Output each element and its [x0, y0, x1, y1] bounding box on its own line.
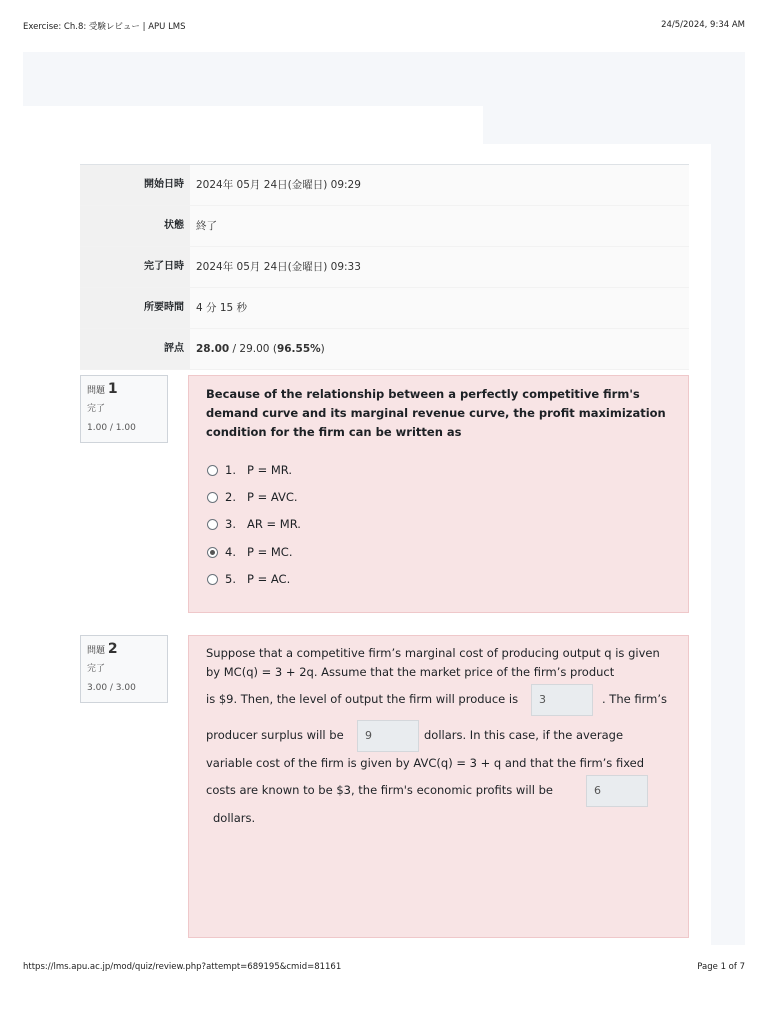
summary-row-started [80, 165, 689, 206]
page-background-band [23, 52, 745, 106]
question-1-content [188, 375, 689, 613]
summary-label: 開始日時 [80, 165, 190, 205]
question-text: Suppose that a competitive firm’s marginal cost of producing output q is given by MC(q) = 3 + 2q. Assume that the market price of the firm’s product [206, 646, 660, 679]
question-text-line: dollars. [213, 811, 256, 825]
answer-input-economic-profit[interactable]: 6 [586, 775, 648, 807]
option-number: 1. [225, 463, 236, 477]
answer-input-producer-surplus[interactable]: 9 [357, 720, 419, 752]
question-2-info [80, 635, 168, 703]
question-grade: 1.00 / 1.00 [87, 423, 136, 433]
answer-input-output[interactable]: 3 [531, 684, 593, 716]
page-background-strip [711, 144, 745, 945]
radio-button[interactable] [207, 492, 218, 503]
summary-label: 状態 [80, 206, 190, 246]
grade-percent: 96.55% [276, 343, 321, 355]
print-footer [23, 962, 745, 972]
question-2-content [188, 635, 689, 938]
option-label: P = MR. [247, 463, 293, 477]
summary-value: 2024年 05月 24日(金曜日) 09:33 [190, 247, 689, 287]
summary-value: 2024年 05月 24日(金曜日) 09:29 [190, 165, 689, 205]
print-header-title: Exercise: Ch.8: 受験レビュー | APU LMS [23, 22, 186, 32]
summary-value [190, 329, 689, 369]
summary-label: 評点 [80, 329, 190, 369]
option-label: P = AC. [247, 572, 291, 586]
question-number-value: 2 [107, 641, 118, 657]
question-grade: 3.00 / 3.00 [87, 683, 136, 693]
question-state: 完了 [87, 404, 106, 414]
answer-option-3[interactable] [207, 516, 301, 532]
answer-option-4[interactable] [207, 544, 293, 560]
question-text-line: dollars. In this case, if the average [424, 728, 624, 742]
question-text-line: is $9. Then, the level of output the firm will produce is [206, 692, 519, 706]
summary-label: 完了日時 [80, 247, 190, 287]
question-prefix: 問題 [87, 386, 106, 396]
answer-option-1[interactable] [207, 462, 292, 478]
grade-score: 28.00 [196, 343, 230, 355]
radio-button[interactable] [207, 574, 218, 585]
question-state: 完了 [87, 664, 106, 674]
question-number [87, 381, 161, 397]
question-prefix: 問題 [87, 646, 106, 656]
page-background-right [483, 106, 745, 144]
attempt-summary-table [80, 164, 689, 365]
option-number: 4. [225, 545, 236, 559]
option-number: 2. [225, 490, 236, 504]
print-footer-page: Page 1 of 7 [697, 962, 745, 972]
summary-row-grade [80, 329, 689, 370]
radio-button[interactable] [207, 519, 218, 530]
summary-value: 終了 [190, 206, 689, 246]
question-1-info [80, 375, 168, 443]
question-text-line: . The firm’s [602, 692, 667, 706]
grade-close: ) [320, 343, 325, 355]
summary-row-state [80, 206, 689, 247]
print-header [23, 20, 745, 32]
option-label: P = MC. [247, 545, 293, 559]
radio-button[interactable] [207, 465, 218, 476]
answer-option-5[interactable] [207, 571, 290, 587]
answer-option-2[interactable] [207, 489, 298, 505]
summary-row-duration [80, 288, 689, 329]
summary-row-completed [80, 247, 689, 288]
question-text-line: costs are known to be $3, the firm's economic profits will be [206, 783, 553, 797]
option-number: 5. [225, 572, 236, 586]
summary-label: 所要時間 [80, 288, 190, 328]
grade-max: / 29.00 ( [229, 343, 277, 355]
question-number [87, 641, 161, 657]
print-footer-url: https://lms.apu.ac.jp/mod/quiz/review.php?attempt=689195&cmid=81161 [23, 962, 342, 972]
radio-button-selected[interactable] [207, 547, 218, 558]
option-label: AR = MR. [247, 517, 301, 531]
question-text-line: variable cost of the firm is given by AVC(q) = 3 + q and that the firm’s fixed [206, 756, 645, 770]
option-number: 3. [225, 517, 236, 531]
question-text-line: producer surplus will be [206, 728, 344, 742]
option-label: P = AVC. [247, 490, 298, 504]
question-text: Because of the relationship between a perfectly competitive firm's demand curve and its marginal revenue curve, the profit maximization condition for the firm can be written as [206, 387, 666, 439]
question-number-value: 1 [107, 381, 118, 397]
summary-value: 4 分 15 秒 [190, 288, 689, 328]
print-header-datetime: 24/5/2024, 9:34 AM [661, 20, 745, 30]
